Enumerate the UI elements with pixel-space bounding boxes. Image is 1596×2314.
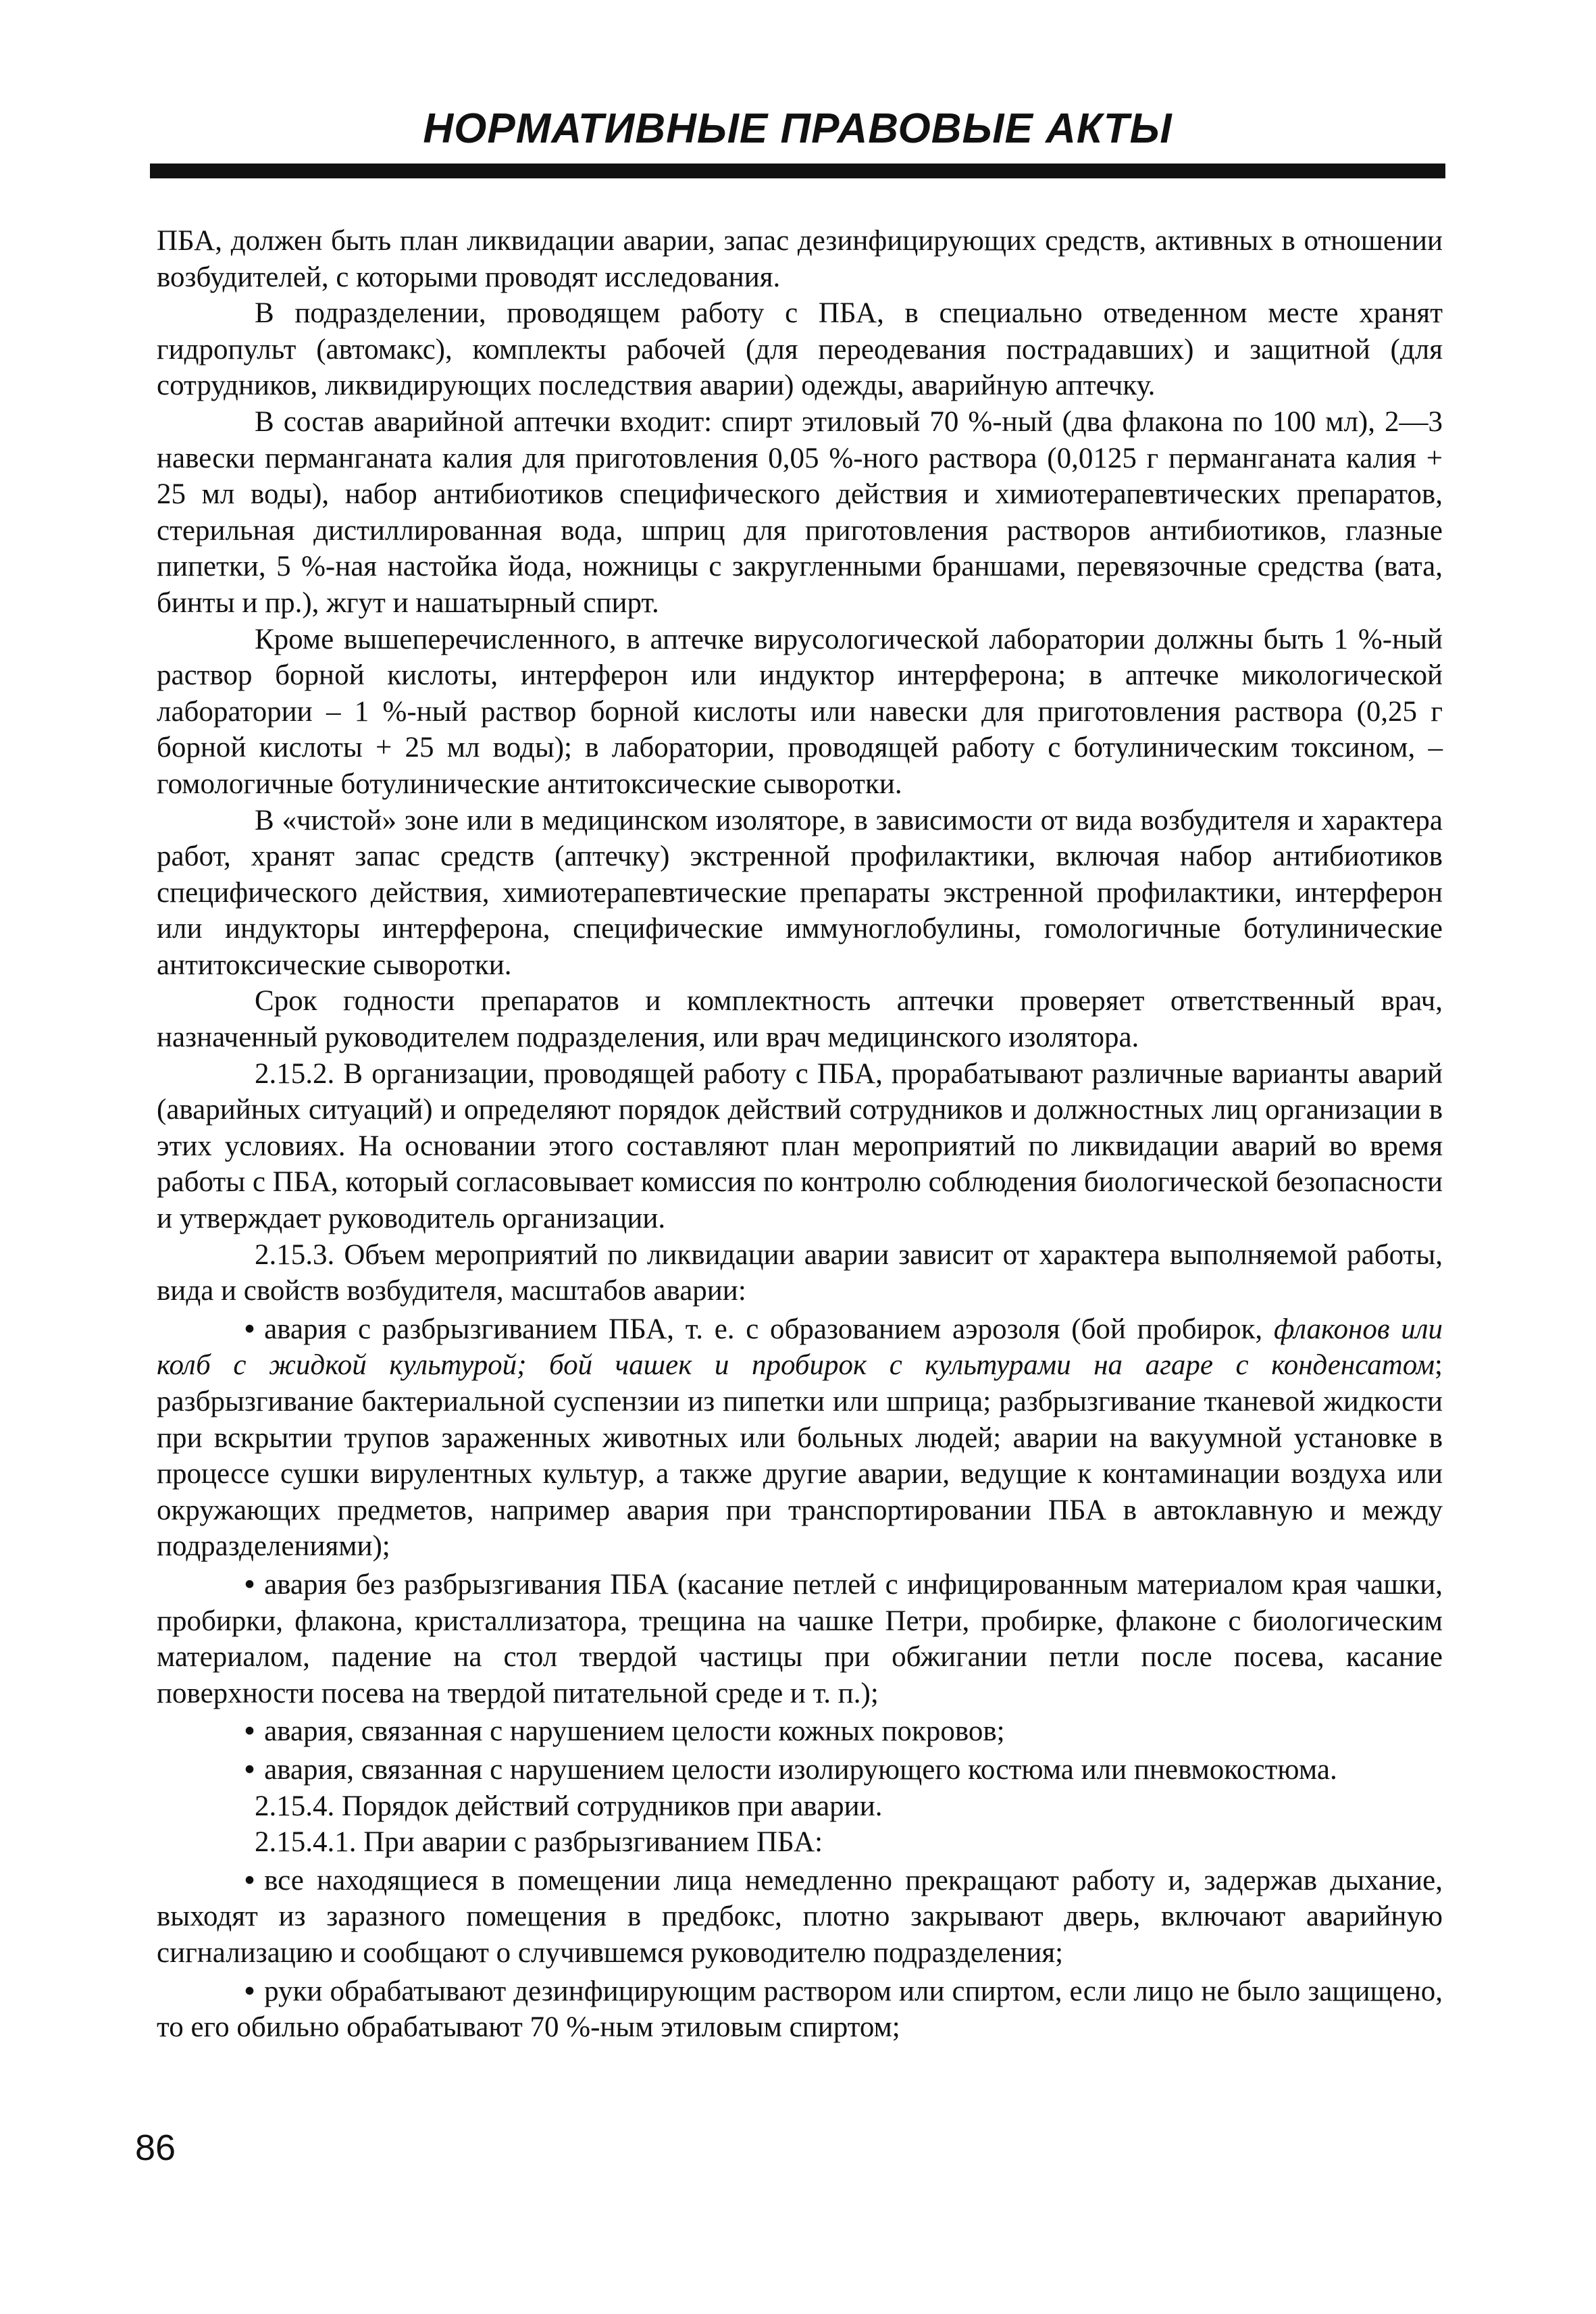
paragraph: Срок годности препаратов и комплектность аптечки проверяет ответственный врач, назначенный руководителем подразделения, или врач медицинского изолятора. — [157, 985, 1443, 1054]
paragraph: В подразделении, проводящем работу с ПБА, в специально отведенном месте хранят гидропульт (автомакс), комплекты рабочей (для переодевания пострадавших) и защитной (для сотрудников, ликвидирующих последствия аварии) одежды, аварийную аптечку. — [157, 297, 1443, 402]
paragraph: 2.15.2. В организации, проводящей работу с ПБА, прорабатывают различные варианты аварий (аварийных ситуаций) и определяют порядок действий сотрудников и должностных лиц организации в этих условиях. На основании этого составляют план мероприятий по ликвидации аварий во время работы с ПБА, который согласовывает комиссия по контролю соблюдения биологической безопасности и утверждает руководитель организации. — [157, 1057, 1443, 1235]
bullet-text: ; разбрызгивание бактериальной суспензии из пипетки или шприца; разбрызгивание тканевой жидкости при вскрытии трупов зараженных животных или больных людей; аварии на вакуумной установке в процессе сушки вирулентных культур, а также другие аварии, ведущие к контаминации воздуха или окружающих предметов, например авария при транспортировании ПБА в автоклавную и между подразделениями); — [157, 1349, 1443, 1563]
bullet-text: авария без разбрызгивания ПБА (касание петлей с инфицированным материалом края чашки, пробирки, флакона, кристаллизатора, трещина на чашке Петри, пробирке, флаконе с биологическим материалом, падение на стол твердой частицы при обжигании петли после посева, касание поверхности посева на твердой питательной среде и т. п.); — [157, 1568, 1443, 1709]
bullet-text: авария, связанная с нарушением целости кожных покровов; — [264, 1715, 1005, 1748]
bullet-item — [157, 1713, 1443, 1750]
bullet-icon: • — [244, 1864, 255, 1896]
header-title: НОРМАТИВНЫЕ ПРАВОВЫЕ АКТЫ — [423, 105, 1173, 152]
running-header — [150, 105, 1445, 152]
bullet-item — [157, 1973, 1443, 2046]
bullet-item — [157, 1863, 1443, 1971]
paragraph: В состав аварийной аптечки входит: спирт этиловый 70 %-ный (два флакона по 100 мл), 2—3 навески перманганата калия для приготовления 0,05 %-ного раствора (0,0125 г перманганата калия + 25 мл воды), набор антибиотиков специфического действия и химиотерапевтических препаратов, стерильная дистиллированная вода, шприц для приготовления растворов антибиотиков, глазные пипетки, 5 %-ная настойка йода, ножницы с закругленными браншами, перевязочные средства (вата, бинты и пр.), жгут и нашатырный спирт. — [157, 405, 1443, 619]
header-rule — [150, 164, 1445, 178]
bullet-text: авария с разбрызгиванием ПБА, т. е. с образованием аэрозоля (бой пробирок, — [264, 1313, 1274, 1345]
paragraph: 2.15.4.1. При аварии с разбрызгиванием ПБА: — [255, 1826, 823, 1859]
bullet-icon: • — [244, 1568, 255, 1601]
paragraph: 2.15.4. Порядок действий сотрудников при аварии. — [255, 1790, 883, 1822]
page-number: 86 — [135, 2128, 176, 2168]
bullet-icon: • — [244, 1313, 255, 1345]
bullet-text: руки обрабатывают дезинфицирующим раствором или спиртом, если лицо не было защищено, то его обильно обрабатывают 70 %-ным этиловым спиртом; — [157, 1975, 1443, 2044]
bullet-icon: • — [244, 1753, 255, 1786]
paragraph: Кроме вышеперечисленного, в аптечке вирусологической лаборатории должны быть 1 %-ный раствор борной кислоты, интерферон или индуктор интерферона; в аптечке микологической лаборатории – 1 %-ный раствор борной кислоты или навески для приготовления раствора (0,25 г борной кислоты + 25 мл воды); в лаборатории, проводящей работу с ботулиническим токсином, – гомологичные ботулинические антитоксические сыворотки. — [157, 623, 1443, 800]
paragraph: ПБА, должен быть план ликвидации аварии, запас дезинфицирующих средств, активных в отношении возбудителей, с которыми проводят исследования. — [157, 225, 1443, 293]
bullet-item — [157, 1567, 1443, 1711]
paragraph: 2.15.3. Объем мероприятий по ликвидации аварии зависит от характера выполняемой работы, вида и свойств возбудителя, масштабов аварии: — [157, 1238, 1443, 1307]
document-body — [157, 223, 1443, 2046]
bullet-item — [157, 1752, 1443, 1788]
bullet-icon: • — [244, 1975, 255, 2007]
paragraph: В «чистой» зоне или в медицинском изоляторе, в зависимости от вида возбудителя и характера работ, хранят запас средств (аптечку) экстренной профилактики, включая набор антибиотиков специфического действия, химиотерапевтические препараты экстренной профилактики, интерферон или индукторы интерферона, специфические иммуноглобулины, гомологичные ботулинические антитоксические сыворотки. — [157, 804, 1443, 981]
bullet-icon: • — [244, 1715, 255, 1748]
bullet-text: все находящиеся в помещении лица немедленно прекращают работу и, задержав дыхание, выходят из заразного помещения в предбокс, плотно закрывают дверь, включают аварийную сигнализацию и сообщают о случившемся руководителю подразделения; — [157, 1864, 1443, 1969]
bullet-text: авария, связанная с нарушением целости изолирующего костюма или пневмокостюма. — [264, 1753, 1337, 1786]
bullet-item — [157, 1311, 1443, 1565]
bullet-text-italic: флаконов или колб с жидкой культурой; бой чашек и пробирок с культурами на агаре с конденсатом — [157, 1313, 1443, 1382]
